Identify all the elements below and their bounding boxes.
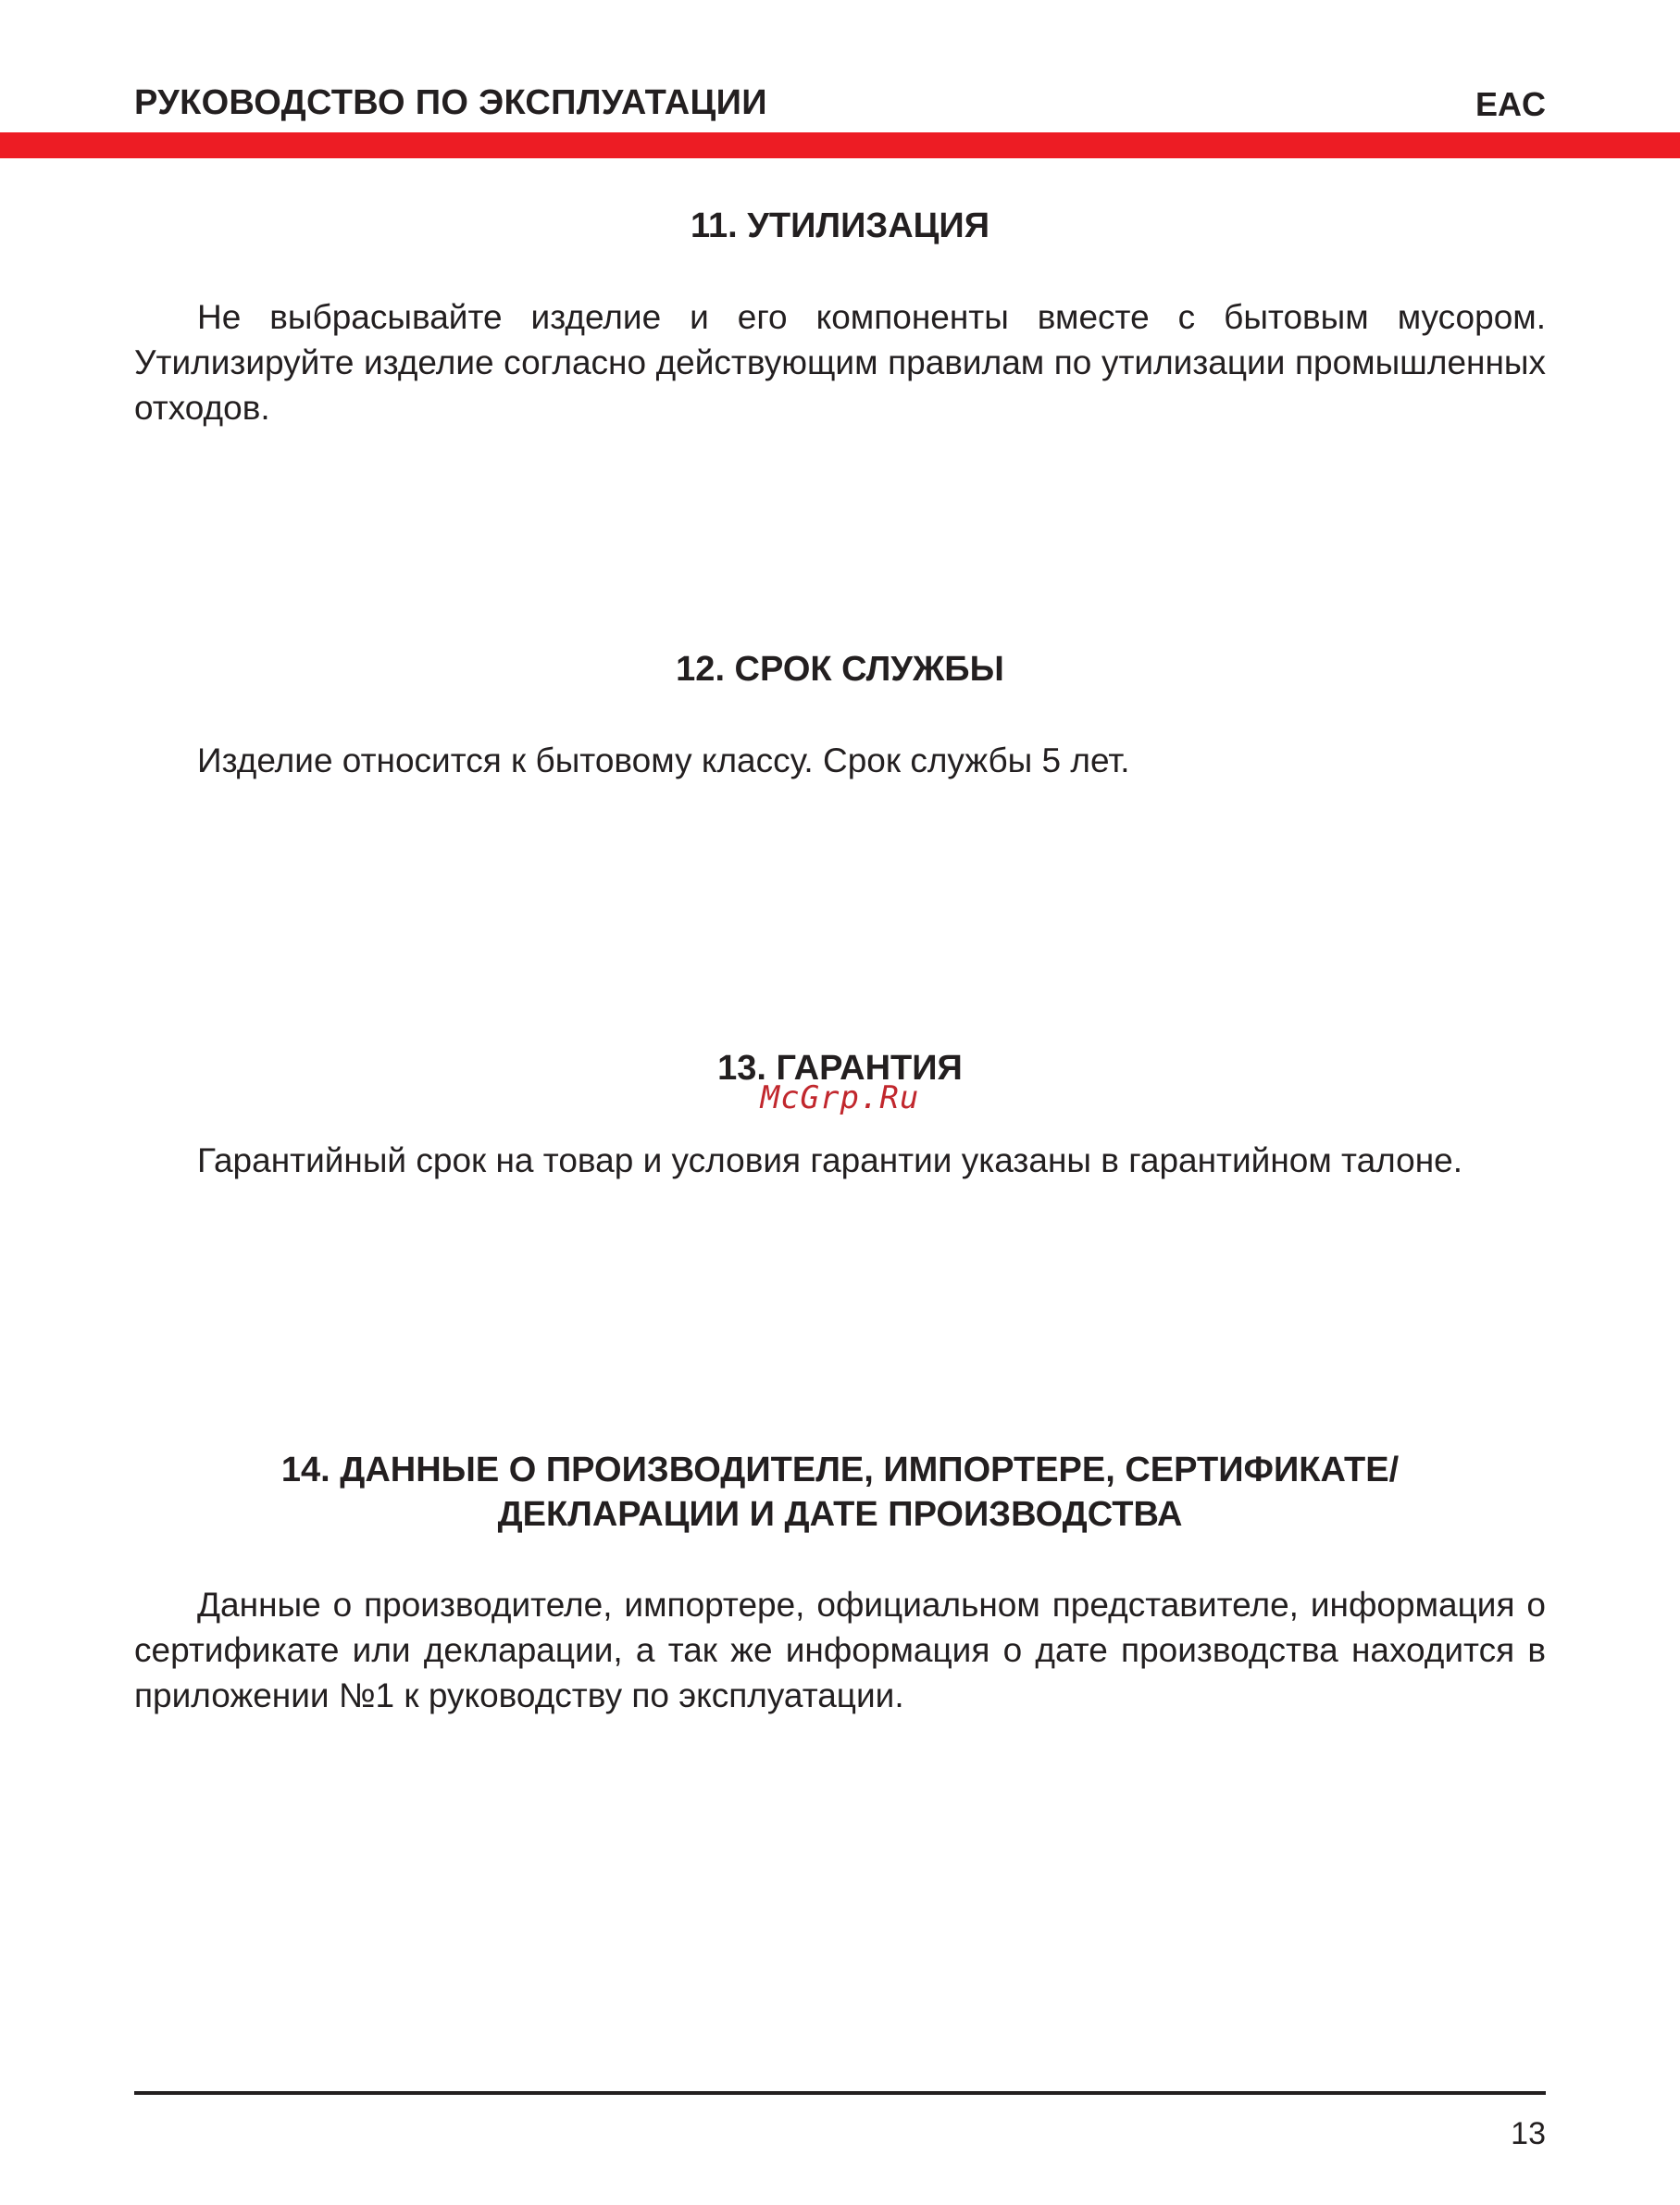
watermark-link[interactable]: McGrp.Ru — [760, 1079, 920, 1116]
section-11-heading: 11. УТИЛИЗАЦИЯ — [690, 206, 990, 245]
header-red-bar — [0, 132, 1680, 158]
document-title: РУКОВОДСТВО ПО ЭКСПЛУАТАЦИИ — [134, 83, 767, 122]
section-12-heading: 12. СРОК СЛУЖБЫ — [676, 650, 1004, 689]
eac-mark: EAC — [1475, 85, 1546, 123]
section-12-body: Изделие относится к бытовому классу. Срок службы 5 лет. — [197, 741, 1130, 779]
section-14-heading-line1: 14. ДАННЫЕ О ПРОИЗВОДИТЕЛЕ, ИМПОРТЕРЕ, СЕРТИФИКАТЕ/ — [280, 1451, 1400, 1489]
footer-divider — [134, 2091, 1546, 2095]
section-13-heading: 13. ГАРАНТИЯ — [717, 1049, 963, 1088]
page-number: 13 — [1511, 2116, 1546, 2151]
section-14-heading-line2: ДЕКЛАРАЦИИ И ДАТЕ ПРОИЗВОДСТВА — [497, 1495, 1183, 1534]
section-14-body: Данные о производителе, импортере, официальном представителе, информация о сертификате или декларации, а так же информация о дате производства находится в приложении №1 к руководству по эксплуатации. — [134, 1586, 1546, 1714]
section-13-body: Гарантийный срок на товар и условия гарантии указаны в гарантийном талоне. — [197, 1141, 1463, 1179]
section-14-heading — [134, 1448, 1546, 1537]
section-11-body: Не выбрасывайте изделие и его компоненты вместе с бытовым мусором. Утилизируйте изделие согласно действующим правилам по утилизации промышленных отходов. — [134, 298, 1546, 427]
